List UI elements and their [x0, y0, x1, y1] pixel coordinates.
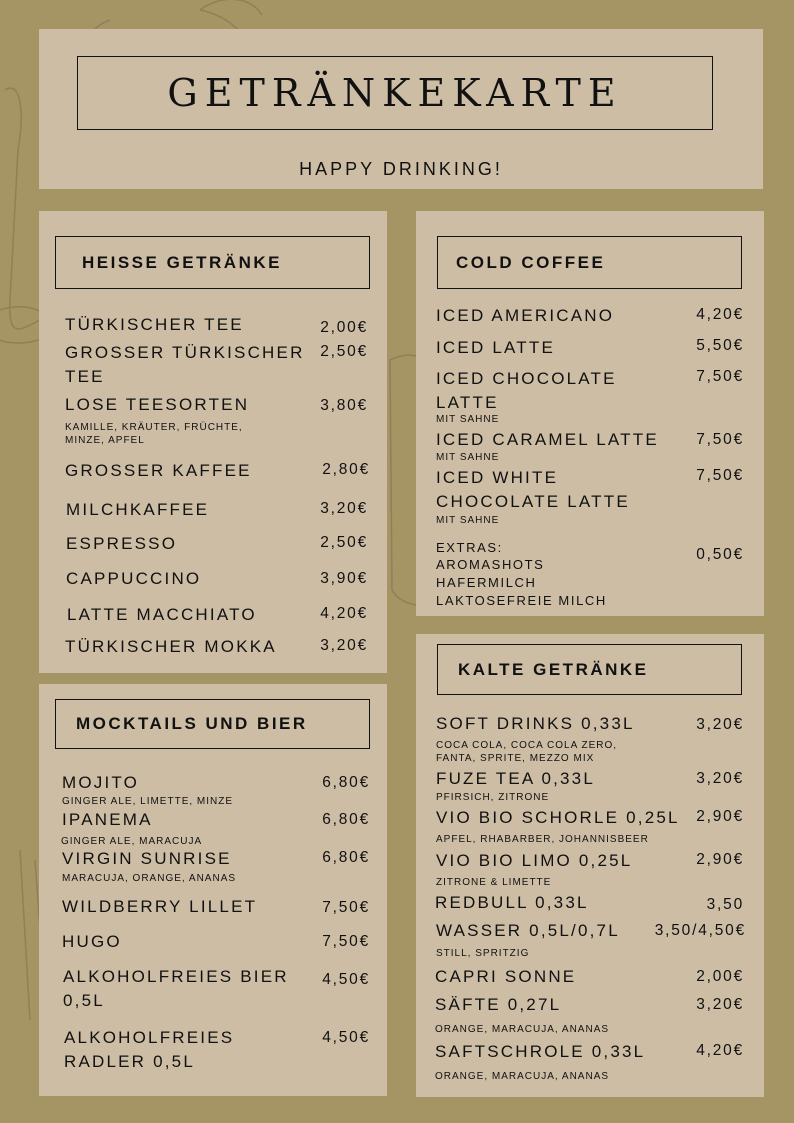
menu-item-note: GINGER ALE, MARACUJA	[61, 836, 203, 847]
menu-item-note: COCA COLA, COCA COLA ZERO, FANTA, SPRITE, MEZZO MIX	[436, 740, 618, 764]
menu-item-name: ESPRESSO	[66, 534, 178, 553]
menu-item-note: STILL, SPRITZIG	[436, 948, 530, 959]
menu-item-name: HUGO	[62, 932, 122, 951]
menu-item-name: WILDBERRY LILLET	[62, 897, 258, 916]
menu-item-price: 3,20€	[320, 637, 368, 654]
menu-item-price: 5,50€	[696, 337, 744, 354]
menu-item-price: 3,50	[706, 896, 744, 913]
menu-item-name: TÜRKISCHER MOKKA	[65, 637, 277, 656]
menu-item-price: 2,50€	[320, 534, 368, 551]
menu-item-price: 3,20€	[696, 716, 744, 733]
menu-item-price: 3,20€	[320, 500, 368, 517]
menu-item-name: ICED CHOCOLATE LATTE	[436, 369, 617, 412]
menu-item-name: ICED AMERICANO	[436, 306, 615, 325]
menu-item-name: GROSSER KAFFEE	[65, 461, 252, 480]
menu-item-name: GROSSER TÜRKISCHER TEE	[65, 343, 305, 386]
extras-line: LAKTOSEFREIE MILCH	[436, 593, 607, 608]
menu-item-price: 2,50€	[320, 343, 368, 360]
extras-label: EXTRAS:	[436, 540, 503, 555]
menu-item-price: 2,00€	[696, 968, 744, 985]
menu-item-name: IPANEMA	[62, 810, 153, 829]
menu-item-price: 3,50/4,50€	[654, 922, 746, 939]
menu-item-price: 2,90€	[696, 808, 744, 825]
menu-item-name: MOJITO	[62, 773, 140, 792]
menu-item-price: 3,80€	[320, 397, 368, 414]
menu-item-name: LATTE MACCHIATO	[67, 605, 257, 624]
menu-item-name: ICED CARAMEL LATTE	[436, 430, 659, 449]
menu-item-name: VIRGIN SUNRISE	[62, 849, 232, 868]
menu-item-note: MIT SAHNE	[436, 414, 500, 425]
menu-item-name: LOSE TEESORTEN	[65, 395, 250, 414]
menu-item-note: GINGER ALE, LIMETTE, MINZE	[62, 796, 234, 807]
menu-item-name: ALKOHOLFREIES BIER 0,5L	[63, 967, 289, 1010]
menu-item-price: 3,20€	[696, 770, 744, 787]
menu-item-name: SÄFTE 0,27L	[435, 995, 562, 1014]
section-header-heisse: HEISSE GETRÄNKE	[55, 236, 370, 289]
menu-item-name: MILCHKAFFEE	[66, 500, 210, 519]
menu-item-note: PFIRSICH, ZITRONE	[436, 792, 550, 803]
menu-item-price: 4,50€	[322, 971, 370, 988]
menu-item-name: VIO BIO SCHORLE 0,25L	[436, 808, 680, 827]
menu-item-price: 3,90€	[320, 570, 368, 587]
menu-item-price: 2,00€	[320, 319, 368, 336]
menu-item-price: 4,20€	[696, 1042, 744, 1059]
menu-item-price: 6,80€	[322, 811, 370, 828]
menu-item-note: MARACUJA, ORANGE, ANANAS	[62, 873, 237, 884]
page-subtitle: HAPPY DRINKING!	[299, 159, 503, 179]
extras-line: HAFERMILCH	[436, 575, 537, 590]
menu-item-price: 7,50€	[696, 368, 744, 385]
menu-item-price: 3,20€	[696, 996, 744, 1013]
menu-item-price: 7,50€	[696, 431, 744, 448]
section-header-mocktails: MOCKTAILS UND BIER	[55, 699, 370, 749]
menu-item-price: 2,80€	[322, 461, 370, 478]
menu-item-price: 6,80€	[322, 849, 370, 866]
menu-item-note: KAMILLE, KRÄUTER, FRÜCHTE, MINZE, APFEL	[65, 422, 243, 446]
menu-item-name: FUZE TEA 0,33L	[436, 769, 595, 788]
menu-item-note: ORANGE, MARACUJA, ANANAS	[435, 1024, 610, 1035]
menu-item-price: 4,20€	[696, 306, 744, 323]
menu-item-name: ICED WHITE CHOCOLATE LATTE	[436, 468, 630, 511]
menu-item-price: 7,50€	[696, 467, 744, 484]
menu-item-note: ZITRONE & LIMETTE	[436, 877, 552, 888]
menu-item-note: MIT SAHNE	[436, 515, 500, 526]
section-header-cold-coffee: COLD COFFEE	[437, 236, 742, 289]
menu-item-name: VIO BIO LIMO 0,25L	[436, 851, 633, 870]
menu-item-name: CAPPUCCINO	[66, 569, 202, 588]
menu-item-name: ICED LATTE	[436, 338, 555, 357]
menu-item-note: ORANGE, MARACUJA, ANANAS	[435, 1071, 610, 1082]
section-header-kalte: KALTE GETRÄNKE	[437, 644, 742, 695]
menu-item-price: 7,50€	[322, 933, 370, 950]
menu-item-price: 4,50€	[322, 1029, 370, 1046]
menu-item-name: SAFTSCHROLE 0,33L	[435, 1042, 646, 1061]
menu-item-note: APFEL, RHABARBER, JOHANNISBEER	[436, 834, 649, 845]
menu-item-price: 6,80€	[322, 774, 370, 791]
page-title: GETRÄNKEKARTE	[77, 56, 713, 130]
menu-item-name: TÜRKISCHER TEE	[65, 315, 244, 334]
menu-item-name: CAPRI SONNE	[435, 967, 577, 986]
extras-price: 0,50€	[696, 546, 744, 563]
menu-item-name: WASSER 0,5L/0,7L	[436, 921, 620, 940]
menu-item-name: REDBULL 0,33L	[435, 893, 589, 912]
menu-item-note: MIT SAHNE	[436, 452, 500, 463]
menu-item-price: 4,20€	[320, 605, 368, 622]
menu-item-name: SOFT DRINKS 0,33L	[436, 714, 635, 733]
menu-item-price: 2,90€	[696, 851, 744, 868]
menu-item-name: ALKOHOLFREIES RADLER 0,5L	[64, 1028, 235, 1071]
menu-item-price: 7,50€	[322, 899, 370, 916]
extras-line: AROMASHOTS	[436, 557, 545, 572]
